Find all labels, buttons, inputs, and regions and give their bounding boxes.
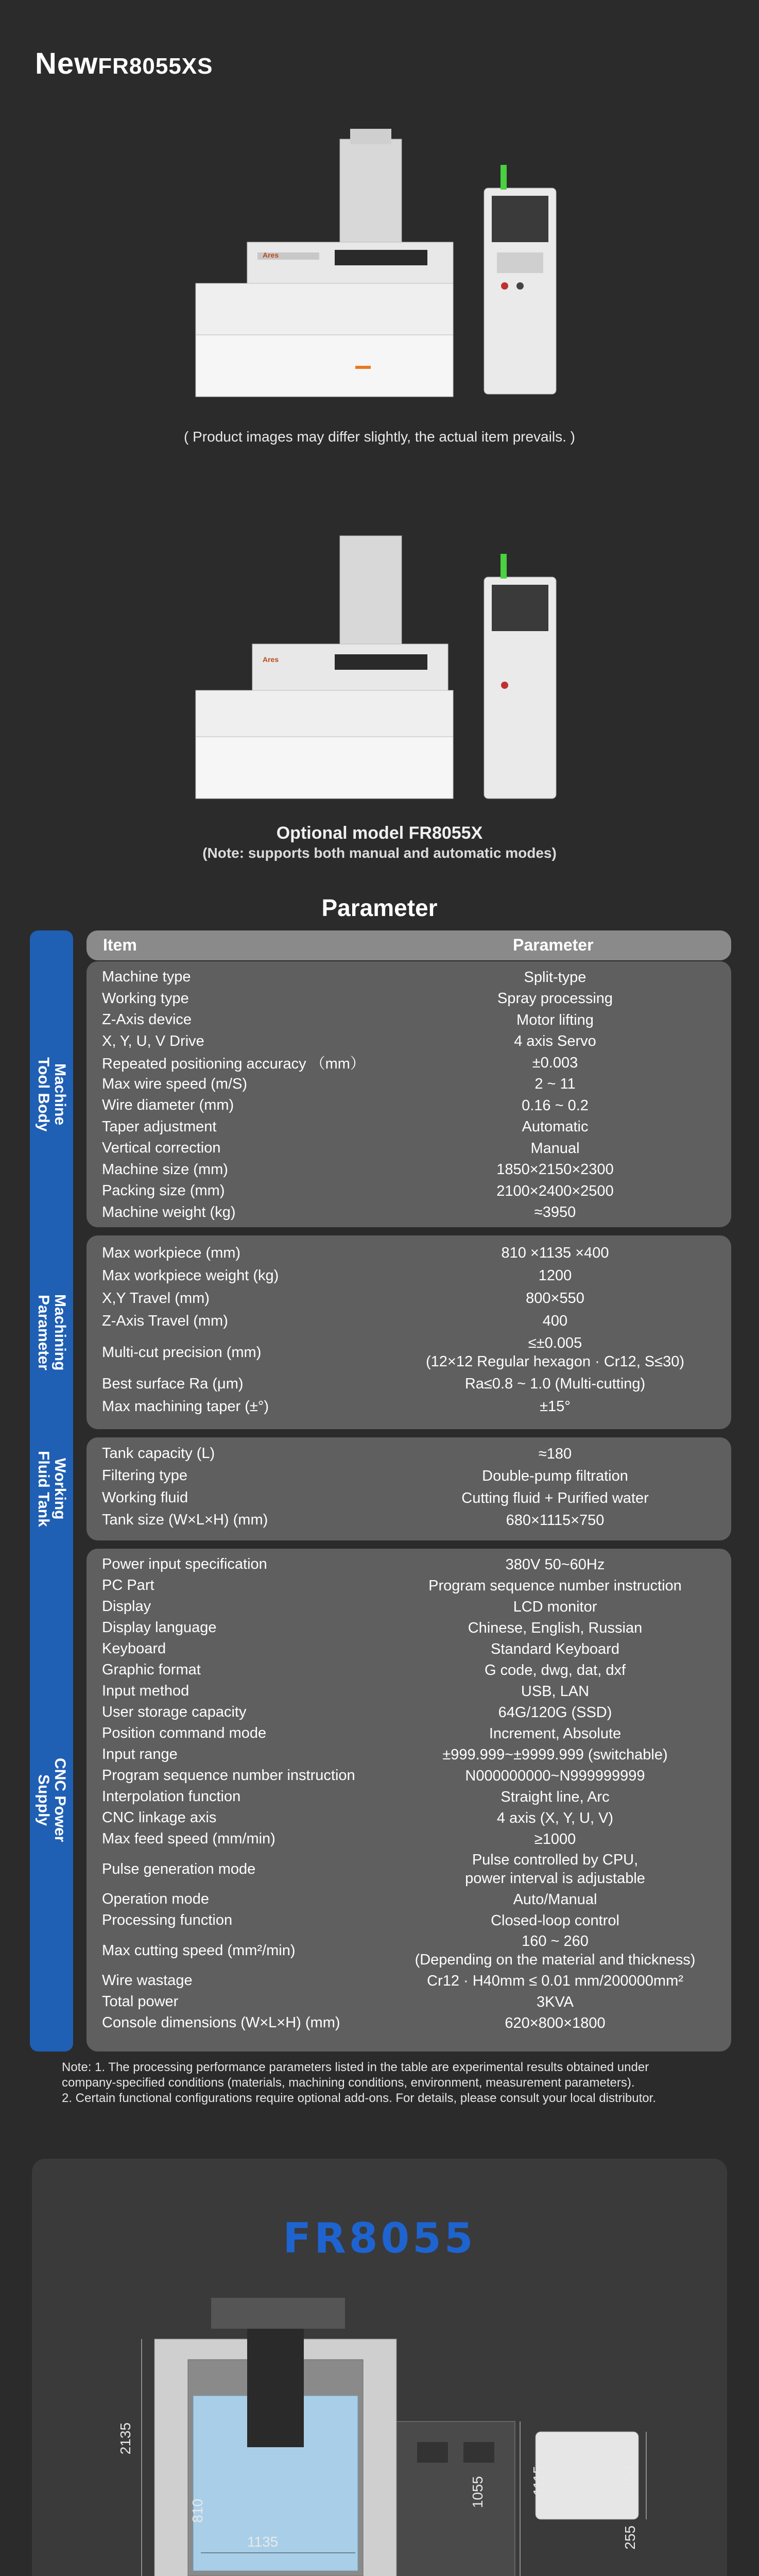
- row-item-name: Z-Axis device: [102, 1011, 192, 1028]
- dim-255: 255: [622, 2526, 638, 2550]
- table-row: [102, 1009, 720, 1031]
- row-parameter-value: 160 ~ 260 (Depending on the material and thickness): [415, 1933, 696, 1968]
- row-item-name: Max workpiece (mm): [102, 1244, 241, 1261]
- row-parameter-value: 380V 50~60Hz: [505, 1556, 605, 1573]
- row-parameter-value: Motor lifting: [516, 1011, 594, 1028]
- section-label-working-fluid-tank: Working Fluid Tank: [35, 1451, 68, 1527]
- row-item-name: Working type: [102, 990, 189, 1007]
- row-parameter-value: 0.16 ~ 0.2: [522, 1097, 589, 1114]
- table-header: [87, 930, 731, 960]
- row-item-name: CNC linkage axis: [102, 1809, 217, 1826]
- row-item-name: Interpolation function: [102, 1788, 241, 1805]
- row-item-name: Wire diameter (mm): [102, 1097, 234, 1114]
- table-row: [102, 2012, 720, 2033]
- row-parameter-value: ≈3950: [534, 1204, 576, 1221]
- row-item-name: Vertical correction: [102, 1140, 221, 1157]
- table-row: [102, 1443, 720, 1465]
- row-parameter-value: Pulse controlled by CPU, power interval is adjustable: [465, 1852, 645, 1887]
- dim-1055: 1055: [470, 2476, 486, 2509]
- row-parameter-value: 620×800×1800: [505, 2014, 606, 2031]
- table-row: [102, 1372, 720, 1395]
- table-row: [102, 1910, 720, 1931]
- section-label-cnc-power-supply: CNC Power Supply: [35, 1758, 68, 1842]
- row-item-name: Repeated positioning accuracy （mm）: [102, 1056, 365, 1073]
- top-view-drawing: [88, 2293, 669, 2576]
- page-title: [35, 46, 213, 81]
- row-parameter-value: Cr12 · H40mm ≤ 0.01 mm/200000mm²: [427, 1972, 683, 1989]
- table-row: [102, 1159, 720, 1181]
- table-row: [102, 1786, 720, 1807]
- table-row: [102, 1744, 720, 1765]
- row-item-name: Display language: [102, 1619, 217, 1636]
- row-item-name: Input range: [102, 1746, 178, 1762]
- row-parameter-value: Program sequence number instruction: [428, 1577, 682, 1594]
- row-item-name: Processing function: [102, 1912, 233, 1928]
- section-label-machine-tool-body: Machine Tool Body: [35, 1057, 68, 1132]
- table-row: [102, 1596, 720, 1617]
- row-item-name: Max machining taper (±°): [102, 1398, 269, 1415]
- row-item-name: Packing size (mm): [102, 1182, 225, 1199]
- row-item-name: User storage capacity: [102, 1704, 247, 1720]
- row-item-name: Multi-cut precision (mm): [102, 1344, 262, 1361]
- row-item-name: Taper adjustment: [102, 1118, 217, 1135]
- row-parameter-value: 1200: [538, 1267, 572, 1284]
- product-image-fr8055xs: [185, 124, 577, 417]
- row-parameter-value: 2100×2400×2500: [496, 1182, 614, 1199]
- row-parameter-value: ±15°: [540, 1398, 571, 1415]
- dim-800: 800: [622, 2466, 638, 2490]
- row-parameter-value: 1850×2150×2300: [496, 1161, 614, 1178]
- row-parameter-value: LCD monitor: [513, 1598, 597, 1615]
- table-row: [102, 1807, 720, 1828]
- row-parameter-value: 810 ×1135 ×400: [501, 1245, 609, 1261]
- row-item-name: Power input specification: [102, 1556, 267, 1572]
- table-row: [102, 1681, 720, 1702]
- table-row: [102, 1889, 720, 1910]
- row-item-name: Position command mode: [102, 1725, 267, 1741]
- table-row: [102, 1638, 720, 1659]
- row-parameter-value: Manual: [530, 1140, 580, 1157]
- table-row: [102, 1465, 720, 1487]
- table-row: [102, 1575, 720, 1596]
- parameter-title: Parameter: [321, 894, 438, 921]
- table-row: [102, 1031, 720, 1053]
- table-row: [102, 1242, 720, 1264]
- table-row: [102, 967, 720, 988]
- header-item: Item: [103, 936, 137, 954]
- table-row: [102, 1970, 720, 1991]
- row-item-name: Working fluid: [102, 1489, 188, 1506]
- row-parameter-value: 2 ~ 11: [534, 1076, 576, 1093]
- row-parameter-value: Automatic: [522, 1118, 589, 1136]
- table-row: [102, 1850, 720, 1889]
- table-row: [102, 1509, 720, 1531]
- table-row: [102, 1180, 720, 1202]
- row-item-name: Tank size (W×L×H) (mm): [102, 1512, 268, 1528]
- row-item-name: Max wire speed (m/S): [102, 1075, 248, 1092]
- row-parameter-value: Spray processing: [497, 990, 613, 1007]
- table-row: [102, 1310, 720, 1332]
- row-item-name: Z-Axis Travel (mm): [102, 1312, 228, 1329]
- table-row: [102, 1264, 720, 1287]
- product-image-fr8055x: [185, 531, 577, 824]
- table-row: [102, 1765, 720, 1786]
- table-row: [102, 1287, 720, 1310]
- section-label-machining-parameter: Machining Parameter: [35, 1294, 68, 1371]
- row-item-name: Operation mode: [102, 1891, 209, 1907]
- optional-model-note: (Note: supports both manual and automatic modes): [202, 845, 557, 861]
- row-item-name: Machine size (mm): [102, 1161, 228, 1178]
- row-parameter-value: USB, LAN: [521, 1683, 590, 1700]
- dim-1135: 1135: [247, 2534, 279, 2550]
- row-item-name: Machine type: [102, 969, 191, 986]
- row-parameter-value: 800×550: [526, 1290, 584, 1307]
- row-item-name: X,Y Travel (mm): [102, 1290, 210, 1307]
- row-parameter-value: ±0.003: [532, 1054, 578, 1071]
- row-item-name: Wire wastage: [102, 1972, 193, 1989]
- row-item-name: PC Part: [102, 1577, 154, 1594]
- row-parameter-value: Double-pump filtration: [482, 1467, 628, 1484]
- row-parameter-value: 3KVA: [536, 1993, 574, 2010]
- table-row: [102, 1702, 720, 1723]
- table-row: [102, 1332, 720, 1372]
- header-parameter: Parameter: [513, 936, 594, 954]
- table-row: [102, 1487, 720, 1509]
- row-item-name: Display: [102, 1598, 151, 1615]
- row-item-name: Max cutting speed (mm²/min): [102, 1942, 296, 1959]
- row-parameter-value: Chinese, English, Russian: [468, 1619, 643, 1636]
- title-model: FR8055XS: [98, 54, 213, 79]
- table-row: [102, 1074, 720, 1095]
- table-row: [102, 1659, 720, 1681]
- table-row: [102, 1991, 720, 2012]
- table-row: [102, 1931, 720, 1970]
- table-row: [102, 1138, 720, 1159]
- row-item-name: Graphic format: [102, 1662, 201, 1678]
- optional-model-title: Optional model FR8055X: [276, 823, 483, 843]
- row-parameter-value: ≥1000: [534, 1831, 576, 1848]
- row-item-name: Tank capacity (L): [102, 1445, 215, 1462]
- table-row: [102, 1395, 720, 1418]
- dim-1115: 1115: [530, 2466, 546, 2496]
- row-parameter-value: Closed-loop control: [491, 1912, 619, 1929]
- row-parameter-value: N000000000~N999999999: [465, 1767, 645, 1784]
- row-item-name: X, Y, U, V Drive: [102, 1032, 204, 1049]
- product-caption: ( Product images may differ slightly, the actual item prevails. ): [184, 429, 575, 445]
- table-row: [102, 1202, 720, 1224]
- dim-810: 810: [189, 2499, 205, 2523]
- row-parameter-value: Increment, Absolute: [489, 1725, 622, 1742]
- row-parameter-value: Ra≤0.8 ~ 1.0 (Multi-cutting): [464, 1376, 646, 1392]
- table-row: [102, 988, 720, 1010]
- row-item-name: Best surface Ra (μm): [102, 1375, 244, 1392]
- table-row: [102, 1723, 720, 1744]
- row-parameter-value: G code, dwg, dat, dxf: [484, 1662, 626, 1679]
- row-parameter-value: Auto/Manual: [513, 1891, 597, 1908]
- row-item-name: Pulse generation mode: [102, 1860, 256, 1877]
- row-parameter-value: ±999.999~±9999.999 (switchable): [442, 1746, 668, 1763]
- row-item-name: Console dimensions (W×L×H) (mm): [102, 2014, 340, 2031]
- row-item-name: Filtering type: [102, 1467, 188, 1484]
- row-parameter-value: Straight line, Arc: [501, 1788, 610, 1805]
- row-item-name: Input method: [102, 1683, 189, 1699]
- table-row: [102, 1828, 720, 1850]
- brand-logo-2: Ares: [263, 655, 279, 664]
- row-parameter-value: 4 axis (X, Y, U, V): [496, 1809, 614, 1826]
- row-parameter-value: 4 axis Servo: [514, 1033, 596, 1050]
- row-parameter-value: ≈180: [538, 1445, 572, 1462]
- table-row: [102, 1095, 720, 1116]
- row-parameter-value: 680×1115×750: [506, 1512, 605, 1529]
- row-parameter-value: 64G/120G (SSD): [498, 1704, 612, 1721]
- row-parameter-value: ≤±0.005 (12×12 Regular hexagon · Cr12, S≤30): [426, 1335, 684, 1370]
- row-item-name: Max workpiece weight (kg): [102, 1267, 279, 1284]
- table-notes: Note: 1. The processing performance parameters listed in the table are experimental results obtained under company-specified conditions (materials, machining conditions, environment, measurement parameters). 2. Certain functional configurations require optional add-ons. For details, please consult your local distributor.: [62, 2060, 656, 2105]
- row-item-name: Machine weight (kg): [102, 1204, 236, 1221]
- brand-logo: Ares: [263, 251, 279, 259]
- table-row: [102, 1116, 720, 1138]
- row-parameter-value: 400: [542, 1313, 568, 1329]
- table-row: [102, 1617, 720, 1638]
- row-parameter-value: Split-type: [524, 969, 586, 986]
- title-prefix: New: [35, 47, 98, 80]
- row-item-name: Max feed speed (mm/min): [102, 1831, 275, 1847]
- row-parameter-value: Cutting fluid + Purified water: [461, 1489, 649, 1506]
- drawing-model-title: FR8055: [283, 2214, 476, 2262]
- row-item-name: Keyboard: [102, 1640, 166, 1657]
- row-parameter-value: Standard Keyboard: [491, 1640, 619, 1657]
- table-row: [102, 1554, 720, 1575]
- row-item-name: Program sequence number instruction: [102, 1767, 355, 1784]
- dim-2135: 2135: [117, 2422, 133, 2455]
- row-item-name: Total power: [102, 1993, 179, 2010]
- table-row: [102, 1052, 720, 1074]
